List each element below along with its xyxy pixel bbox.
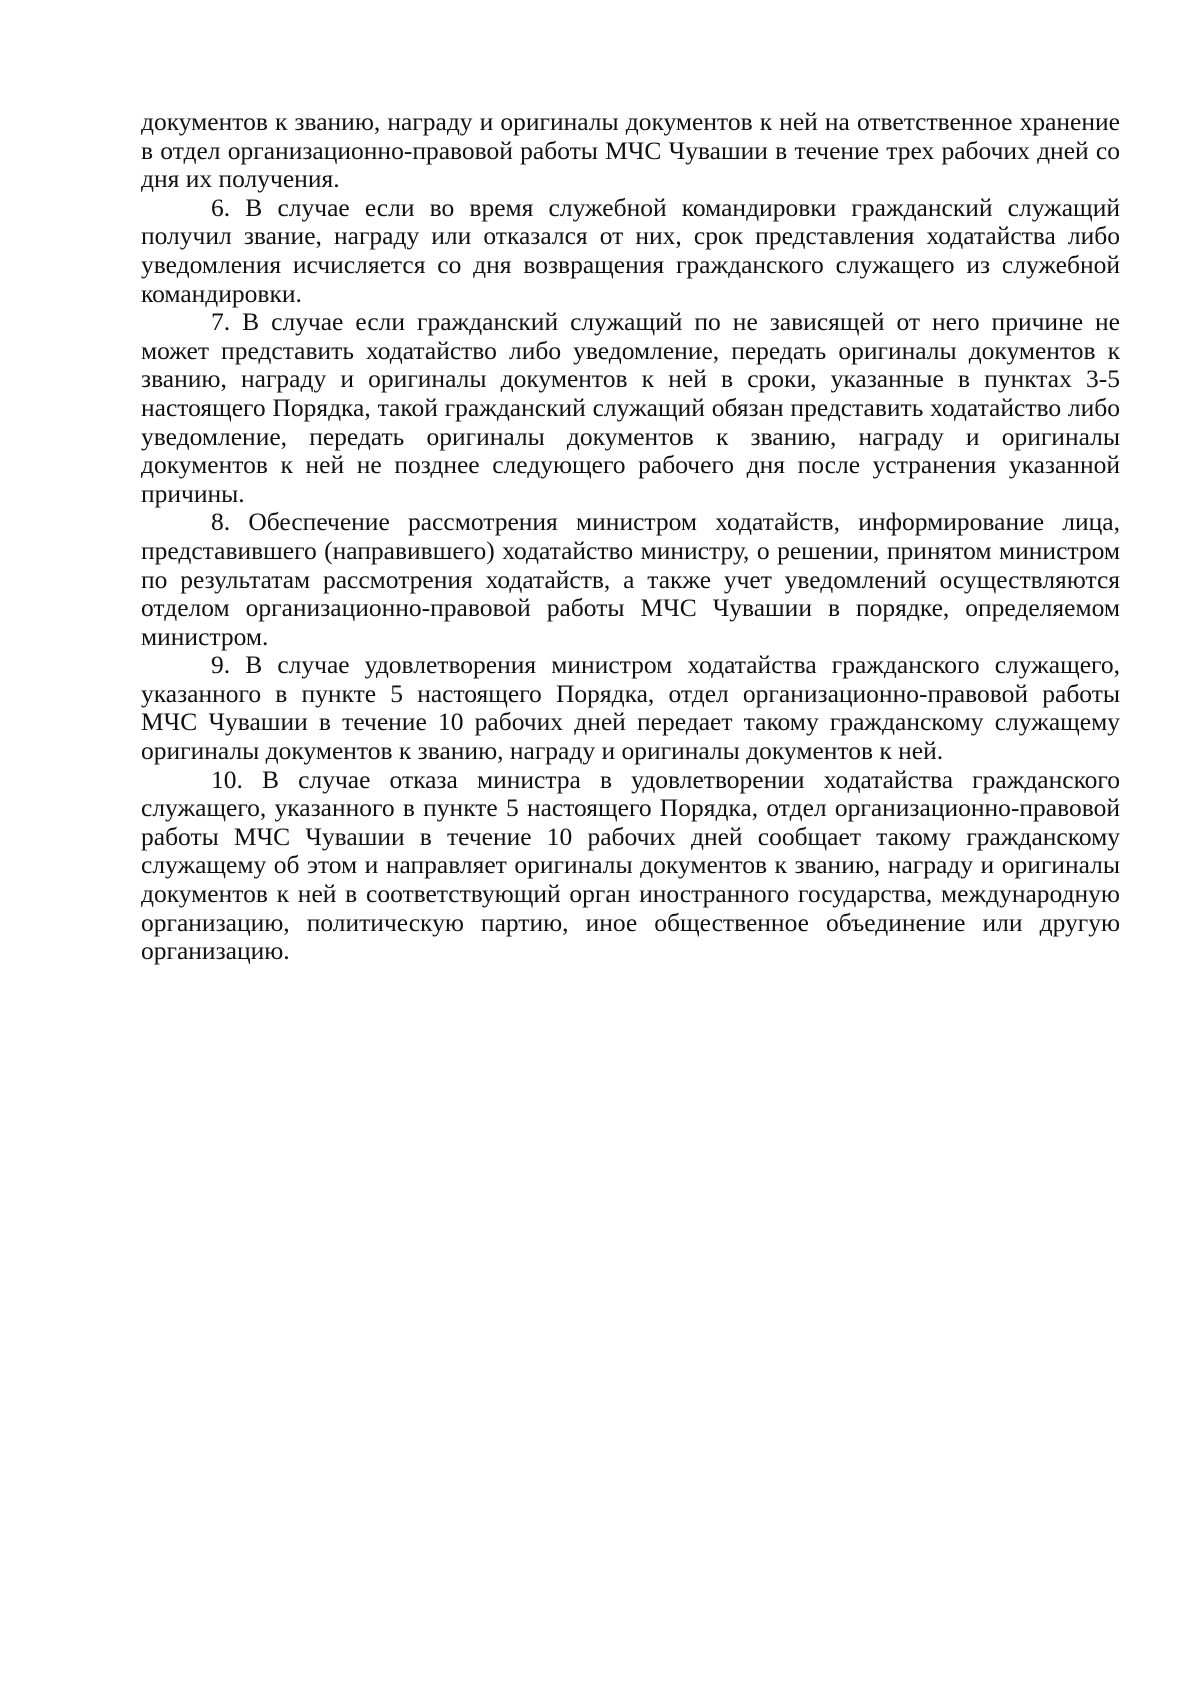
paragraph-item-10: 10. В случае отказа министра в удовлетворении ходатайства гражданского служащего, указанного в пункте 5 настоящего Порядка, отдел организационно-правовой работы МЧС Чувашии в течение 10 рабочих дней сообщает такому гражданскому служащему об этом и направляет оригиналы документов к званию, награду и оригиналы документов к ней в соответствующий орган иностранного государства, международную организацию, политическую партию, иное общественное объединение или другую организацию. xyxy=(141,764,1120,966)
paragraph-continuation: документов к званию, награду и оригиналы документов к ней на ответственное хранение в отдел организационно-правовой работы МЧС Чувашии в течение трех рабочих дней со дня их получения. xyxy=(141,107,1120,194)
paragraph-item-6: 6. В случае если во время служебной командировки гражданский служащий получил звание, награду или отказался от них, срок представления ходатайства либо уведомления исчисляется со дня возвращения гражданского служащего из служебной командировки. xyxy=(141,192,1120,308)
document-body xyxy=(141,108,1120,966)
paragraph-item-8: 8. Обеспечение рассмотрения министром ходатайств, информирование лица, представившего (направившего) ходатайство министру, о решении, принятом министром по результатам рассмотрения ходатайств, а также учет уведомлений осуществляются отделом организационно-правовой работы МЧС Чувашии в порядке, определяемом министром. xyxy=(141,507,1120,651)
paragraph-item-9: 9. В случае удовлетворения министром ходатайства гражданского служащего, указанного в пункте 5 настоящего Порядка, отдел организационно-правовой работы МЧС Чувашии в течение 10 рабочих дней передает такому гражданскому служащему оригиналы документов к званию, награду и оригиналы документов к ней. xyxy=(141,650,1120,766)
paragraph-item-7: 7. В случае если гражданский служащий по не зависящей от него причине не может представить ходатайство либо уведомление, передать оригиналы документов к званию, награду и оригиналы документов к ней в сроки, указанные в пунктах 3-5 настоящего Порядка, такой гражданский служащий обязан представить ходатайство либо уведомление, передать оригиналы документов к званию, награду и оригиналы документов к ней не позднее следующего рабочего дня после устранения указанной причины. xyxy=(141,307,1120,508)
